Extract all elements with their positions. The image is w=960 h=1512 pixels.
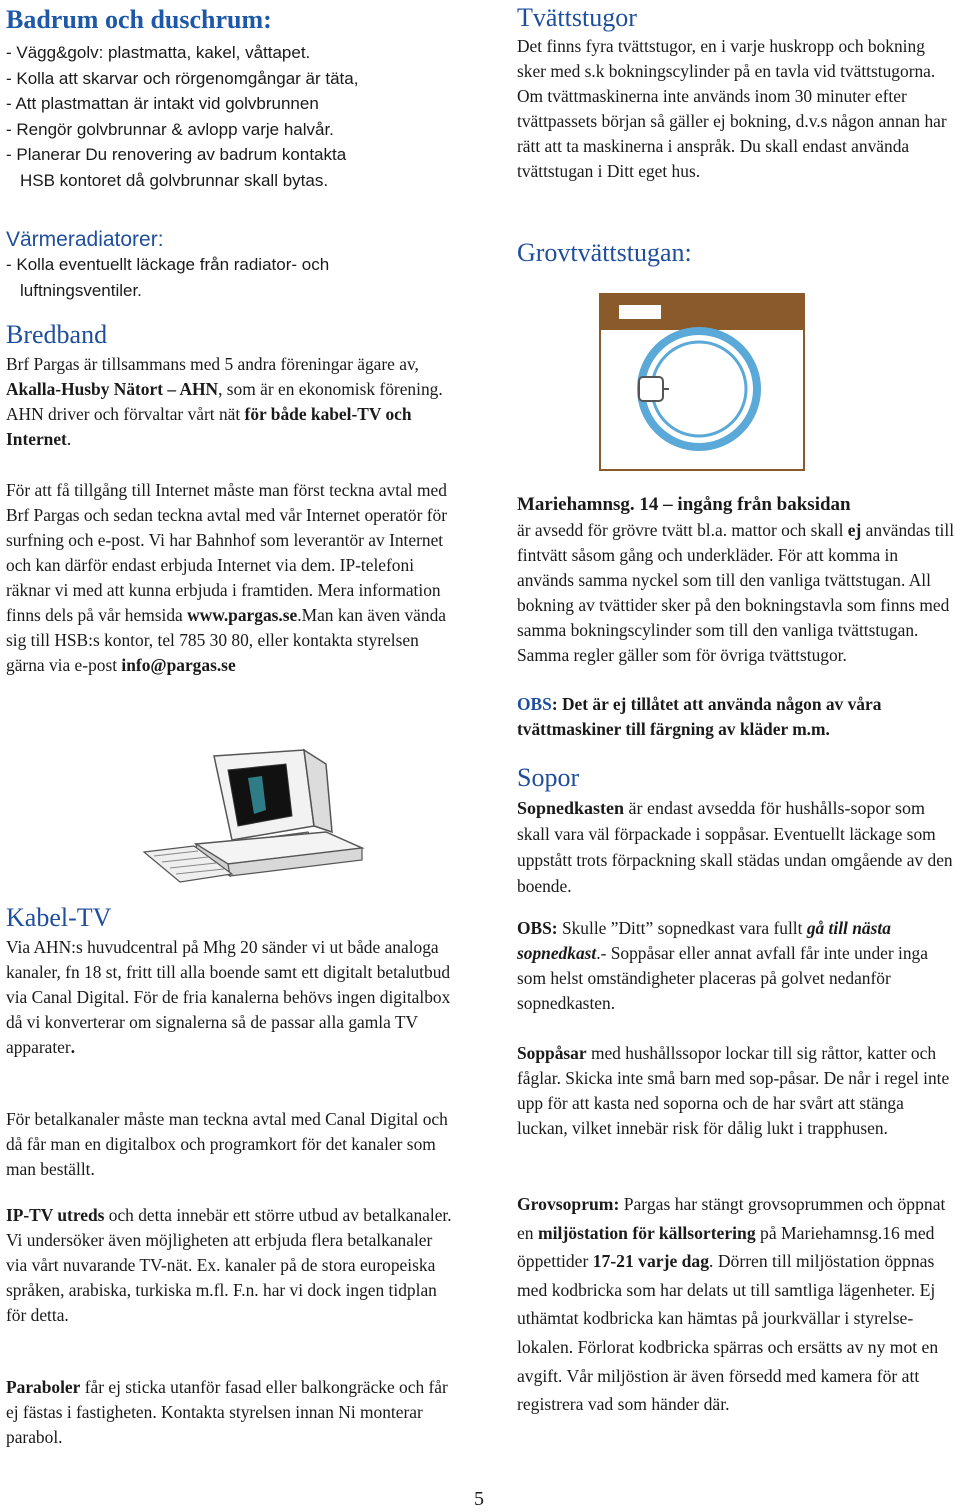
page-number: 5	[474, 1488, 484, 1510]
bredband-paragraph-1	[6, 352, 454, 452]
heading-sopor: Sopor	[517, 763, 580, 792]
text-run: får ej sticka utanför fasad eller balkongräcke och får ej fästas i fastigheten. Kontakta styrelsen innan Ni monterar parabol.	[6, 1377, 448, 1447]
grov-obs	[517, 692, 957, 742]
bredband-paragraph-2	[6, 478, 454, 678]
text-run: Via AHN:s huvudcentral på Mhg 20 sänder vi ut både analoga kanaler, fn 18 st, fritt till alla boende samt ett digitalt betalutbud via Canal Digital. För de fria kanalerna behövs ingen digitalbox då vi konverterar om signalerna så de passar alla gamla TV apparater	[6, 937, 451, 1057]
badrum-line-1: - Vägg&golv: plastmatta, kakel, våttapet.	[6, 43, 311, 62]
heading-bredband: Bredband	[6, 320, 108, 349]
washing-machine-icon	[599, 293, 805, 471]
website-link[interactable]: www.pargas.se	[187, 605, 298, 625]
bold-run: 17-21 varje dag	[592, 1251, 710, 1272]
text-run: , som är en ekonomisk förening. AHN driver och förvaltar vårt nät	[6, 379, 443, 424]
kabeltv-paragraph-2: För betalkanaler måste man teckna avtal med Canal Digital och då får man en digitalbox och programkort för det kanaler som man beställt.	[6, 1109, 448, 1179]
text-run: Brf Pargas är tillsammans med 5 andra föreningar ägare av,	[6, 354, 419, 374]
text-run: .- Soppåsar eller annat avfall får inte under inga som helst omständigheter placeras på golvet nedanför sopnedkasten.	[517, 943, 928, 1013]
radiatorer-line-2: luftningsventiler.	[20, 280, 142, 300]
bold-run: Grovsoprum:	[517, 1194, 620, 1214]
text-run: Pargas har stängt grovsoprummen och öppnat en	[517, 1194, 946, 1243]
bold-run: för både kabel-TV och Internet	[6, 404, 412, 449]
obs-label: OBS	[517, 694, 552, 714]
kabeltv-paragraph-1	[6, 935, 454, 1060]
bold-run: Paraboler	[6, 1377, 81, 1397]
text-run: är endast avsedda för hushålls-sopor som	[624, 798, 925, 818]
text-run: . Dörren till miljöstation öppnas med kodbricka som har delats ut till samtliga lägenheter. Ej uthämtat kodbricka kan hämtas på jourkvällar i styrelse-lokalen. Förlorat kodbricka spärras och ersätts av ny mot en avgift. Vår miljöstion är även försedd med kamera för att registrera vad som händer där.	[517, 1251, 939, 1415]
badrum-line-6: HSB kontoret då golvbrunnar skall bytas.	[20, 170, 329, 190]
sopor-paragraph-1	[517, 795, 957, 899]
obs-text: : Det är ej tillåtet att använda någon av våra tvättmaskiner till färgning av kläder m.m.	[517, 694, 882, 739]
text-run: För att få tillgång till Internet måste man först teckna avtal med Brf Pargas och sedan teckna avtal med vår Internet operatör för surfning och e-post. Vi har Bahnhof som leverantör av Internet och kan därför endast erbjuda Internet via dem. IP-telefoni räknar vi med att kunna erbjuda i framtiden. Mera information finns dels på vår hemsida	[6, 480, 448, 625]
sopor-paragraph-3	[517, 1041, 957, 1141]
badrum-line-3: - Att plastmattan är intakt vid golvbrunnen	[6, 94, 319, 113]
text-run: med hushållssopor lockar till sig råttor, katter och fåglar. Skicka inte små barn med sop-påsar. De når i regel inte upp för att kasta ned soporna och de har svårt att stänga luckan, vilket innebär risk för dålig lukt i trapphusen.	[517, 1043, 950, 1138]
grov-subheading: Mariehamnsg. 14 – ingång från baksidan	[517, 494, 851, 515]
kabeltv-paragraph-4	[6, 1375, 454, 1450]
bold-run: Soppåsar	[517, 1043, 587, 1063]
badrum-list	[6, 40, 476, 193]
ahn-name: Akalla-Husby Nätort – AHN	[6, 379, 219, 399]
badrum-line-2: - Kolla att skarvar och rörgenomgångar är täta,	[6, 68, 359, 88]
radiatorer-line-1: - Kolla eventuellt läckage från radiator- och	[6, 255, 330, 274]
text-run: på Mariehamnsg.16 med öppettider	[517, 1222, 935, 1272]
text-run: skall vara väl förpackade i soppåsar. Eventuellt läckage som uppstått trots förpackning skall städas undan omgående av den boende.	[517, 824, 953, 896]
bold-run: miljöstation för källsortering	[538, 1222, 756, 1243]
bold-run: ej	[847, 520, 862, 540]
badrum-line-4: - Rengör golvbrunnar & avlopp varje halvår.	[6, 119, 334, 139]
heading-kabeltv: Kabel-TV	[6, 903, 112, 932]
text-run: .	[66, 429, 72, 449]
heading-radiatorer: Värmeradiatorer:	[6, 228, 164, 251]
bold-run: OBS:	[517, 918, 558, 938]
radiatorer-list	[6, 252, 476, 303]
bold-run: Sopnedkasten	[517, 798, 625, 818]
text-run: Skulle ”Ditt” sopnedkast vara fullt	[557, 918, 807, 938]
badrum-line-5: - Planerar Du renovering av badrum kontakta	[6, 145, 347, 164]
heading-grovtvattstugan: Grovtvättstugan:	[517, 238, 692, 267]
heading-tvattstugor: Tvättstugor	[517, 3, 637, 32]
text-run: och detta innebär ett större utbud av betalkanaler. Vi undersöker även möjligheten att erbjuda flera betalkanaler via vårt nuvarande TV-nät. Ex. kanaler på de stora europeiska språken, arabiska, turkiska m.fl. F.n. har vi dock ingen tidplan för detta.	[6, 1205, 452, 1325]
text-run: .Man kan även vända sig till HSB:s kontor, tel 785 30 80, eller kontakta styrelsen gärna via e-post	[6, 605, 446, 675]
email-link[interactable]: info@pargas.se	[121, 655, 236, 675]
sopor-paragraph-2	[517, 916, 957, 1016]
sopor-paragraph-4	[517, 1190, 959, 1419]
text-run: användas till fintvätt såsom gång och underkläder. För att komma in används samma nyckel som till den vanliga tvättstugan. All bokning av tvättider sker på den bokningstavla som finns med samma bokningscylinder som till den vanliga tvättstugan. Samma regler gäller som för övriga tvättstugor.	[517, 520, 955, 665]
grov-text	[517, 518, 957, 668]
tvattstugor-text: Det finns fyra tvättstugor, en i varje huskropp och bokning sker med s.k bokningscylinder på en tavla vid tvättstugorna. Om tvättmaskinerna inte används inom 30 minuter efter tvättpassets början så gäller ej bokning, d.v.s någon annan har rätt att ta maskinerna i anspråk. Du skall endast använda tvättstugan i Ditt eget hus.	[517, 36, 947, 181]
text-run: är avsedd för grövre tvätt bl.a. mattor och skall	[517, 520, 848, 540]
kabeltv-paragraph-3	[6, 1203, 454, 1328]
bold-italic-run: gå till nästa sopnedkast	[517, 918, 891, 963]
heading-badrum: Badrum och duschrum:	[6, 5, 272, 34]
bold-run: .	[70, 1037, 76, 1057]
bold-run: IP-TV utreds	[6, 1205, 105, 1225]
computer-icon	[136, 748, 376, 883]
